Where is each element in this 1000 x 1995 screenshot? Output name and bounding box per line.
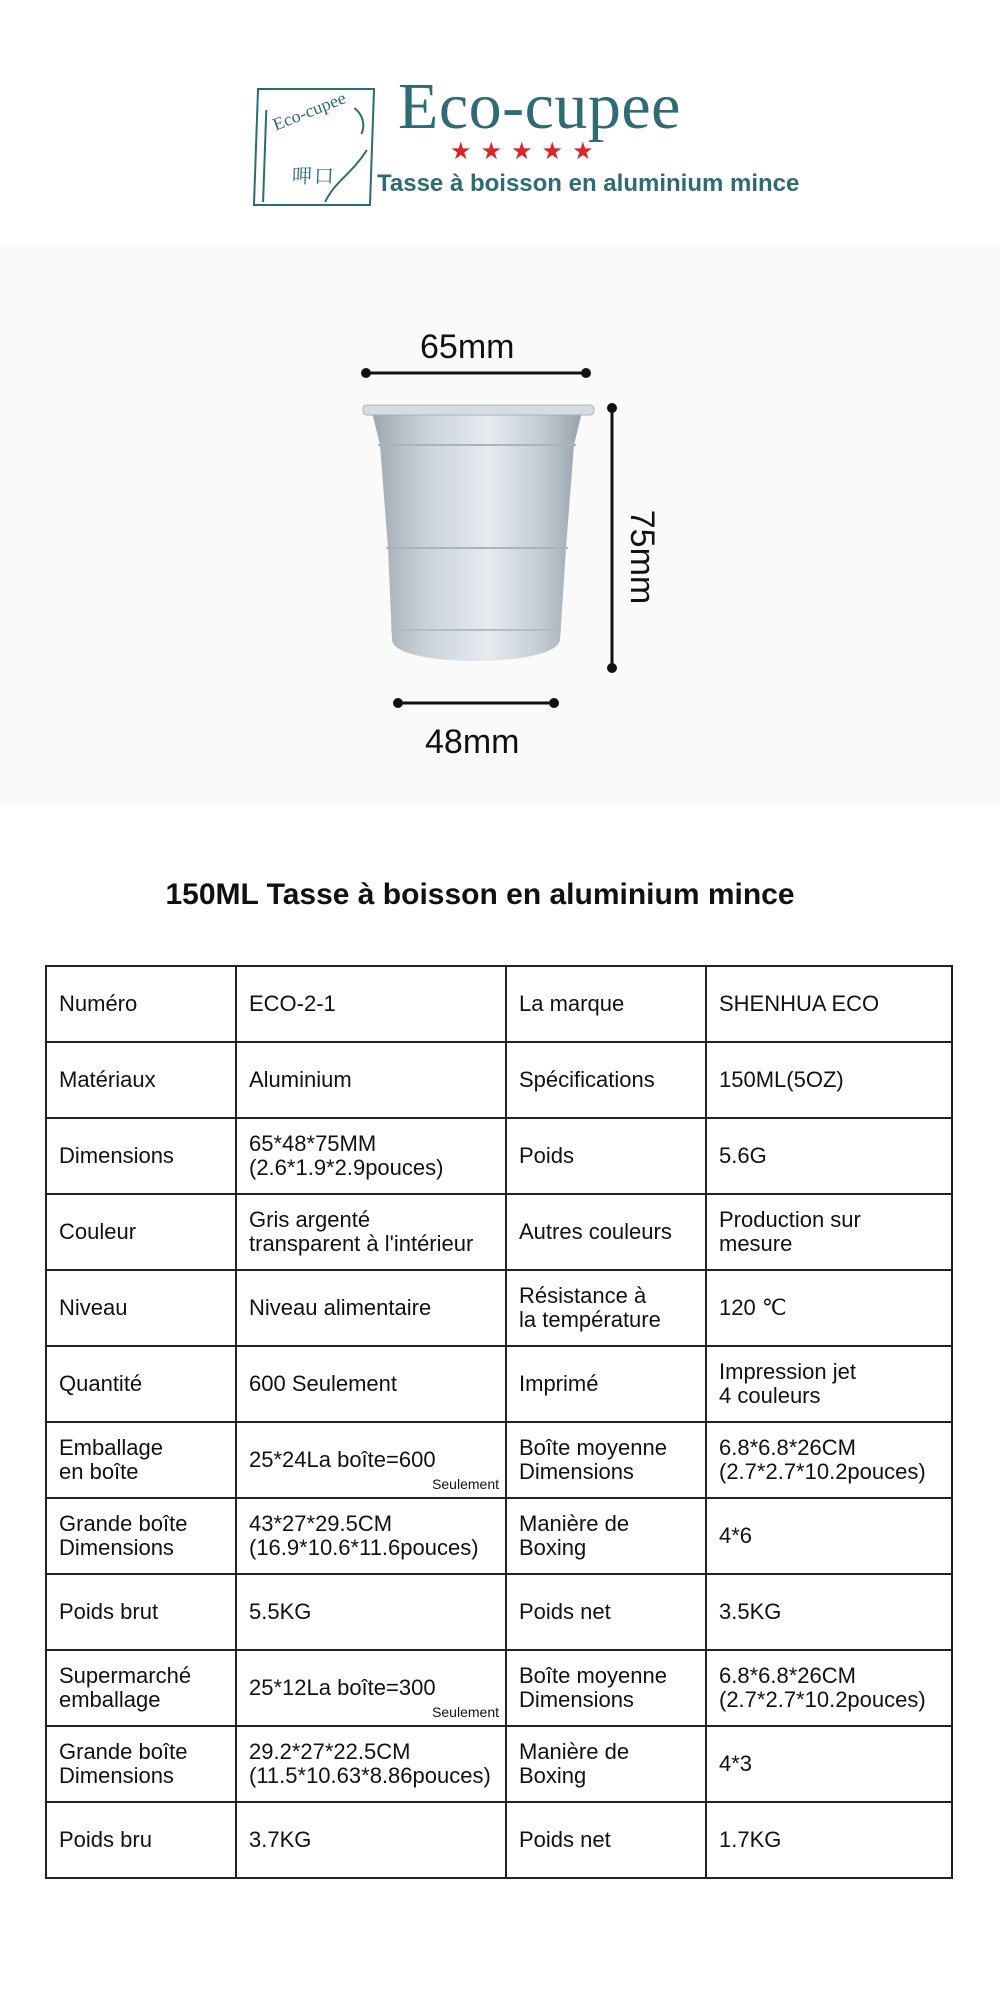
spec-label-cell xyxy=(46,1118,236,1194)
spec-label: en boîte xyxy=(59,1459,139,1484)
spec-value: 4 couleurs xyxy=(719,1383,821,1408)
spec-value-cell xyxy=(706,1194,952,1270)
spec-value-cell xyxy=(706,1726,952,1802)
spec-value-cell xyxy=(236,1726,506,1802)
spec-label-cell xyxy=(46,1574,236,1650)
spec-label-cell xyxy=(46,1726,236,1802)
spec-label-cell xyxy=(46,1270,236,1346)
spec-value-cell xyxy=(236,1422,506,1498)
spec-value: Niveau alimentaire xyxy=(249,1294,432,1320)
spec-value-cell xyxy=(236,966,506,1042)
spec-label-cell xyxy=(46,1650,236,1726)
spec-label-cell xyxy=(506,1422,706,1498)
spec-value: 5.5KG xyxy=(249,1598,312,1624)
spec-label: Spécifications xyxy=(519,1066,655,1092)
spec-label-cell xyxy=(506,1726,706,1802)
spec-label-cell xyxy=(46,966,236,1042)
spec-value-cell xyxy=(236,1802,506,1878)
logo-emblem-cjk: 呷口 xyxy=(291,166,337,188)
spec-row xyxy=(46,1270,952,1346)
spec-label: Dimensions xyxy=(59,1142,174,1168)
spec-value-cell xyxy=(706,1422,952,1498)
spec-value-note: Seulement xyxy=(432,1476,499,1492)
spec-value: Production sur xyxy=(719,1206,861,1232)
spec-label: Imprimé xyxy=(519,1370,599,1396)
spec-label-cell xyxy=(46,1346,236,1422)
spec-label: Emballage xyxy=(59,1434,163,1460)
spec-label: Grande boîte xyxy=(59,1510,188,1536)
rating-stars: ★★★★★ xyxy=(450,138,603,165)
spec-label: La marque xyxy=(519,990,625,1016)
spec-row xyxy=(46,1726,952,1802)
spec-value-cell xyxy=(706,1042,952,1118)
spec-label: Couleur xyxy=(59,1218,137,1244)
bottom-dimension-line xyxy=(393,698,559,708)
spec-row xyxy=(46,1650,952,1726)
spec-value-cell xyxy=(236,1650,506,1726)
spec-label-cell xyxy=(506,1194,706,1270)
spec-value: Gris argenté xyxy=(249,1206,371,1232)
cup-illustration xyxy=(0,0,1000,820)
spec-label: Poids bru xyxy=(59,1826,152,1852)
spec-value: (11.5*10.63*8.86pouces) xyxy=(249,1763,491,1788)
spec-label-cell xyxy=(506,1042,706,1118)
spec-value-cell xyxy=(706,966,952,1042)
spec-row xyxy=(46,1422,952,1498)
spec-label-cell xyxy=(46,1042,236,1118)
brand-name: Eco-cupee xyxy=(398,70,681,143)
spec-label-cell xyxy=(46,1802,236,1878)
spec-label: Matériaux xyxy=(59,1066,156,1092)
aluminium-cup xyxy=(363,405,594,661)
spec-value: (2.6*1.9*2.9pouces) xyxy=(249,1155,444,1180)
spec-row xyxy=(46,1194,952,1270)
spec-value: 3.7KG xyxy=(249,1826,312,1852)
spec-label: Boîte moyenne xyxy=(519,1434,667,1460)
spec-value-cell xyxy=(236,1498,506,1574)
spec-label: Autres couleurs xyxy=(519,1218,672,1244)
spec-value: 4*6 xyxy=(719,1522,753,1548)
spec-label-cell xyxy=(506,1270,706,1346)
spec-label: Poids brut xyxy=(59,1598,159,1624)
spec-label: emballage xyxy=(59,1687,161,1712)
spec-value: transparent à l'intérieur xyxy=(249,1231,474,1256)
spec-label: Manière de xyxy=(519,1738,630,1764)
spec-value-cell xyxy=(706,1270,952,1346)
spec-value-cell xyxy=(236,1574,506,1650)
spec-label: Poids net xyxy=(519,1598,611,1624)
spec-label: Dimensions xyxy=(519,1459,634,1484)
product-title: 150ML Tasse à boisson en aluminium mince xyxy=(165,878,795,911)
spec-row xyxy=(46,966,952,1042)
spec-value-cell xyxy=(706,1650,952,1726)
spec-value-cell xyxy=(236,1346,506,1422)
spec-table xyxy=(45,965,953,1879)
spec-label: Quantité xyxy=(59,1370,143,1396)
spec-row xyxy=(46,1574,952,1650)
spec-label: Niveau xyxy=(59,1294,128,1320)
spec-label: Manière de xyxy=(519,1510,630,1536)
spec-label: Boîte moyenne xyxy=(519,1662,667,1688)
spec-value: 5.6G xyxy=(719,1142,767,1168)
spec-label-cell xyxy=(506,966,706,1042)
spec-value-cell xyxy=(706,1802,952,1878)
spec-label-cell xyxy=(506,1574,706,1650)
spec-value: 3.5KG xyxy=(719,1598,782,1624)
spec-label-cell xyxy=(46,1194,236,1270)
logo-emblem-text: Eco-cupee xyxy=(270,87,349,135)
spec-value-cell xyxy=(706,1346,952,1422)
spec-label-cell xyxy=(506,1118,706,1194)
spec-table-body xyxy=(46,966,952,1878)
spec-label-cell xyxy=(506,1346,706,1422)
spec-value-cell xyxy=(706,1118,952,1194)
spec-label-cell xyxy=(506,1802,706,1878)
spec-row xyxy=(46,1118,952,1194)
top-diameter-label: 65mm xyxy=(420,328,515,366)
bottom-diameter-label: 48mm xyxy=(425,723,520,761)
spec-label: Supermarché xyxy=(59,1662,192,1688)
spec-value: 65*48*75MM xyxy=(249,1130,377,1156)
spec-row xyxy=(46,1042,952,1118)
spec-label-cell xyxy=(46,1498,236,1574)
spec-value: 120 ℃ xyxy=(719,1294,787,1320)
spec-value: (16.9*10.6*11.6pouces) xyxy=(249,1535,479,1560)
spec-label: Poids net xyxy=(519,1826,611,1852)
height-label: 75mm xyxy=(623,509,662,605)
spec-value: mesure xyxy=(719,1231,793,1256)
spec-value: SHENHUA ECO xyxy=(719,990,880,1016)
top-dimension-line xyxy=(361,368,591,378)
spec-label: Boxing xyxy=(519,1535,587,1560)
spec-value: 25*24La boîte=600 xyxy=(249,1446,436,1472)
spec-value-cell xyxy=(706,1498,952,1574)
spec-value-cell xyxy=(236,1270,506,1346)
spec-label: Dimensions xyxy=(59,1763,174,1788)
spec-value: 600 Seulement xyxy=(249,1370,397,1396)
spec-label-cell xyxy=(46,1422,236,1498)
spec-value: 6.8*6.8*26CM xyxy=(719,1662,856,1688)
spec-label: Résistance à xyxy=(519,1282,647,1308)
spec-value: 4*3 xyxy=(719,1750,753,1776)
spec-value-cell xyxy=(236,1194,506,1270)
spec-label: Numéro xyxy=(59,990,138,1016)
spec-label: Boxing xyxy=(519,1763,587,1788)
spec-label: Poids xyxy=(519,1142,575,1168)
height-dimension-line xyxy=(607,403,617,673)
spec-label: Dimensions xyxy=(519,1687,634,1712)
spec-value-cell xyxy=(236,1118,506,1194)
spec-value-note: Seulement xyxy=(432,1704,499,1720)
spec-value: Impression jet xyxy=(719,1358,856,1384)
spec-value: Aluminium xyxy=(249,1066,352,1092)
spec-value: 29.2*27*22.5CM xyxy=(249,1738,411,1764)
spec-value: 43*27*29.5CM xyxy=(249,1510,393,1536)
spec-value: ECO-2-1 xyxy=(249,990,336,1016)
spec-label-cell xyxy=(506,1498,706,1574)
spec-value: 25*12La boîte=300 xyxy=(249,1674,436,1700)
spec-value: 6.8*6.8*26CM xyxy=(719,1434,856,1460)
spec-value: (2.7*2.7*10.2pouces) xyxy=(719,1459,926,1484)
spec-value: (2.7*2.7*10.2pouces) xyxy=(719,1687,926,1712)
spec-label: Dimensions xyxy=(59,1535,174,1560)
spec-value: 1.7KG xyxy=(719,1826,782,1852)
spec-value-cell xyxy=(236,1042,506,1118)
spec-row xyxy=(46,1498,952,1574)
spec-row xyxy=(46,1346,952,1422)
spec-row xyxy=(46,1802,952,1878)
brand-tagline: Tasse à boisson en aluminium mince xyxy=(377,170,800,197)
spec-value: 150ML(5OZ) xyxy=(719,1066,844,1092)
spec-value-cell xyxy=(706,1574,952,1650)
spec-label: la température xyxy=(519,1307,661,1332)
spec-label: Grande boîte xyxy=(59,1738,188,1764)
spec-label-cell xyxy=(506,1650,706,1726)
